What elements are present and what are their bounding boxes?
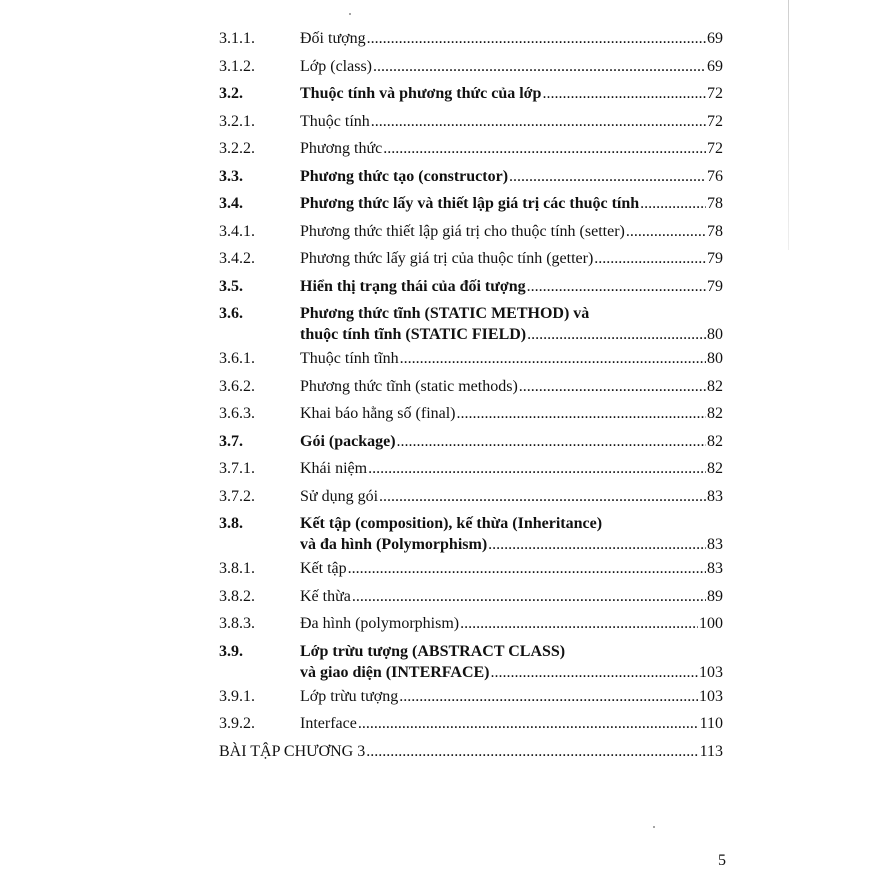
toc-title-line	[300, 278, 723, 296]
toc-entry-content	[300, 278, 723, 296]
dot-leader	[640, 195, 706, 213]
toc-section-number: 3.8.	[219, 515, 243, 532]
toc-title: Lớp (class)	[300, 57, 372, 75]
toc-title-line	[300, 615, 723, 633]
toc-page-number: 79	[707, 250, 723, 267]
toc-section-number: 3.8.1.	[219, 560, 255, 577]
toc-page-number: 76	[707, 167, 723, 185]
toc-entry-content	[300, 515, 723, 554]
toc-title-line	[300, 488, 723, 506]
toc-page-number: 80	[707, 326, 723, 343]
toc-entry-content	[300, 250, 723, 268]
toc-title-line	[300, 460, 723, 478]
toc-section-number: 3.1.1.	[219, 30, 255, 47]
toc-entry	[219, 54, 723, 82]
toc-entry-content	[300, 643, 723, 682]
toc-title-line	[300, 350, 723, 368]
toc-section-number: 3.4.2.	[219, 250, 255, 267]
toc-page-number: 72	[707, 112, 723, 130]
toc-page-number: 72	[707, 140, 723, 157]
toc-title-line	[300, 113, 723, 131]
toc-title: BÀI TẬP CHƯƠNG 3	[219, 742, 366, 760]
toc-entry	[219, 164, 723, 192]
toc-entry-content	[300, 460, 723, 478]
toc-section-number: 3.2.2.	[219, 140, 255, 157]
toc-section-number: 3.7.	[219, 432, 243, 450]
dot-leader	[626, 223, 706, 241]
toc-title: Lớp trừu tượng	[300, 687, 399, 705]
toc-entry-content	[300, 30, 723, 48]
toc-entry-content	[300, 305, 723, 344]
toc-entry-content	[300, 433, 723, 451]
toc-section-number: 3.6.3.	[219, 405, 255, 422]
toc-entry	[219, 274, 723, 302]
scan-speck	[653, 826, 655, 828]
dot-leader	[371, 113, 706, 131]
dot-leader	[397, 433, 706, 451]
toc-entry-content	[300, 560, 723, 578]
toc-entry-content	[300, 85, 723, 103]
toc-entry	[219, 429, 723, 457]
toc-entry	[219, 511, 723, 556]
toc-entry	[219, 711, 723, 739]
toc-title-line	[300, 195, 723, 213]
toc-section-number: 3.5.	[219, 277, 243, 295]
toc-entry	[219, 556, 723, 584]
toc-entry	[219, 484, 723, 512]
toc-entry-content	[300, 688, 723, 706]
dot-leader	[366, 743, 698, 761]
toc-title: Interface	[300, 715, 357, 732]
dot-leader	[509, 168, 706, 186]
toc-section-number: 3.9.1.	[219, 687, 255, 705]
toc-title-line	[300, 536, 723, 554]
toc-title: Phương thức lấy và thiết lập giá trị các thuộc tính	[300, 195, 640, 212]
dot-leader	[527, 278, 706, 296]
toc-title: thuộc tính tĩnh (STATIC FIELD)	[300, 326, 527, 343]
toc-title-line	[300, 664, 723, 682]
toc-page-number: 78	[707, 195, 723, 212]
toc-title: và giao diện (INTERFACE)	[300, 663, 490, 681]
toc-entry	[219, 456, 723, 484]
dot-leader	[373, 58, 706, 76]
toc-title: Khái niệm	[300, 460, 368, 477]
toc-page-number: 79	[707, 277, 723, 295]
toc-title-line	[300, 588, 723, 606]
toc-title: Phương thức tạo (constructor)	[300, 167, 509, 185]
toc-entry	[219, 191, 723, 219]
toc-title-line	[300, 715, 723, 733]
toc-title-line	[300, 223, 723, 241]
toc-page-number: 72	[707, 85, 723, 102]
toc-title: Phương thức	[300, 140, 383, 157]
dot-leader	[542, 85, 706, 103]
toc-title: Thuộc tính	[300, 112, 370, 130]
dot-leader	[399, 688, 698, 706]
toc-page-number: 78	[707, 222, 723, 240]
toc-title: Đa hình (polymorphism)	[300, 615, 460, 632]
toc-entry	[219, 584, 723, 612]
toc-page-number: 82	[707, 377, 723, 395]
toc-entry	[219, 246, 723, 274]
toc-title: Sử dụng gói	[300, 487, 379, 505]
toc-entry	[219, 219, 723, 247]
toc-title-line	[300, 85, 723, 103]
toc-page-number: 83	[707, 487, 723, 505]
dot-leader	[488, 536, 706, 554]
toc-page-number: 80	[707, 350, 723, 367]
toc-title-line	[300, 688, 723, 706]
dot-leader	[348, 560, 706, 578]
dot-leader	[379, 488, 706, 506]
toc-title-line	[300, 250, 723, 268]
dot-leader	[457, 405, 706, 423]
dot-leader	[527, 326, 706, 344]
toc-entry	[219, 374, 723, 402]
toc-title: Hiển thị trạng thái của đối tượng	[300, 277, 526, 295]
toc-section-number: 3.7.2.	[219, 487, 255, 505]
toc-entry-content	[300, 378, 723, 396]
dot-leader	[367, 30, 706, 48]
toc-entry-content	[300, 588, 723, 606]
toc-title-first-line: Lớp trừu tượng (ABSTRACT CLASS)	[300, 642, 566, 660]
toc-entry-content	[300, 195, 723, 213]
toc-section-number: 3.6.2.	[219, 377, 255, 395]
toc-entry	[219, 401, 723, 429]
toc-title: và đa hình (Polymorphism)	[300, 536, 488, 553]
toc-entry	[219, 346, 723, 374]
toc-entry	[219, 81, 723, 109]
dot-leader	[519, 378, 706, 396]
toc-title: Phương thức thiết lập giá trị cho thuộc tính (setter)	[300, 222, 625, 240]
toc-section-number: 3.1.2.	[219, 57, 255, 75]
toc-title-line	[300, 58, 723, 76]
toc-entry	[219, 301, 723, 346]
toc-page-number: 113	[699, 742, 723, 760]
toc-page-number: 69	[707, 57, 723, 75]
toc-page-number: 83	[707, 536, 723, 553]
toc-entry-content	[219, 743, 723, 761]
toc-entry	[219, 109, 723, 137]
toc-title-line	[300, 140, 723, 158]
dot-leader	[400, 350, 706, 368]
toc-title: Thuộc tính và phương thức của lớp	[300, 85, 542, 102]
toc-title: Phương thức lấy giá trị của thuộc tính (getter)	[300, 250, 594, 267]
toc-entry-content	[300, 113, 723, 131]
toc-page-number: 83	[707, 560, 723, 577]
toc-entry-content	[300, 350, 723, 368]
toc-entry	[219, 136, 723, 164]
toc-title-line	[300, 378, 723, 396]
toc-page-number: 82	[707, 460, 723, 477]
toc-title-first-line: Kết tập (composition), kế thừa (Inheritance)	[300, 515, 603, 532]
toc-section-number: 3.6.	[219, 305, 243, 322]
toc-section-number: 3.4.	[219, 195, 243, 212]
dot-leader	[383, 140, 706, 158]
toc-entry	[219, 739, 723, 767]
toc-entry-content	[300, 615, 723, 633]
toc-title: Khai báo hằng số (final)	[300, 405, 456, 422]
toc-entry	[219, 684, 723, 712]
toc-entry-content	[300, 223, 723, 241]
toc-title-line	[300, 30, 723, 48]
toc-section-number: 3.9.	[219, 642, 243, 660]
dot-leader	[368, 460, 706, 478]
toc-title-line	[300, 560, 723, 578]
dot-leader	[594, 250, 706, 268]
toc-entry-content	[300, 488, 723, 506]
toc-page-number: 103	[699, 663, 723, 681]
toc-section-number: 3.9.2.	[219, 715, 255, 732]
toc-title-line	[219, 743, 723, 761]
scan-edge-line	[788, 0, 789, 250]
toc-title-first-line: Phương thức tĩnh (STATIC METHOD) và	[300, 305, 590, 322]
toc-entry-content	[300, 140, 723, 158]
toc-section-number: 3.4.1.	[219, 222, 255, 240]
toc-title: Kết tập	[300, 560, 347, 577]
table-of-contents	[219, 26, 723, 766]
toc-entry-content	[300, 715, 723, 733]
toc-page-number: 82	[707, 405, 723, 422]
toc-section-number: 3.7.1.	[219, 460, 255, 477]
toc-page-number: 103	[699, 687, 723, 705]
toc-entry	[219, 639, 723, 684]
toc-section-number: 3.2.1.	[219, 112, 255, 130]
toc-page-number: 69	[707, 30, 723, 47]
toc-entry	[219, 611, 723, 639]
toc-page-number: 89	[707, 587, 723, 605]
dot-leader	[358, 715, 699, 733]
toc-section-number: 3.2.	[219, 85, 243, 102]
toc-entry-content	[300, 58, 723, 76]
toc-section-number: 3.6.1.	[219, 350, 255, 367]
page-number: 5	[718, 852, 726, 869]
toc-page-number: 100	[699, 615, 723, 632]
dot-leader	[352, 588, 706, 606]
toc-title: Kế thừa	[300, 587, 351, 605]
toc-title-line	[300, 168, 723, 186]
toc-title: Thuộc tính tĩnh	[300, 350, 399, 367]
scan-speck	[349, 13, 351, 15]
toc-title: Đối tượng	[300, 30, 366, 47]
toc-title: Gói (package)	[300, 432, 396, 450]
toc-entry-content	[300, 405, 723, 423]
toc-title-line	[300, 433, 723, 451]
toc-page-number: 110	[699, 715, 723, 732]
toc-entry-content	[300, 168, 723, 186]
toc-entry	[219, 26, 723, 54]
dot-leader	[491, 664, 699, 682]
toc-section-number: 3.8.2.	[219, 587, 255, 605]
dot-leader	[460, 615, 698, 633]
toc-section-number: 3.8.3.	[219, 615, 255, 632]
toc-title-line	[300, 405, 723, 423]
toc-title: Phương thức tĩnh (static methods)	[300, 377, 518, 395]
toc-title-line	[300, 326, 723, 344]
toc-section-number: 3.3.	[219, 167, 243, 185]
toc-page-number: 82	[707, 432, 723, 450]
